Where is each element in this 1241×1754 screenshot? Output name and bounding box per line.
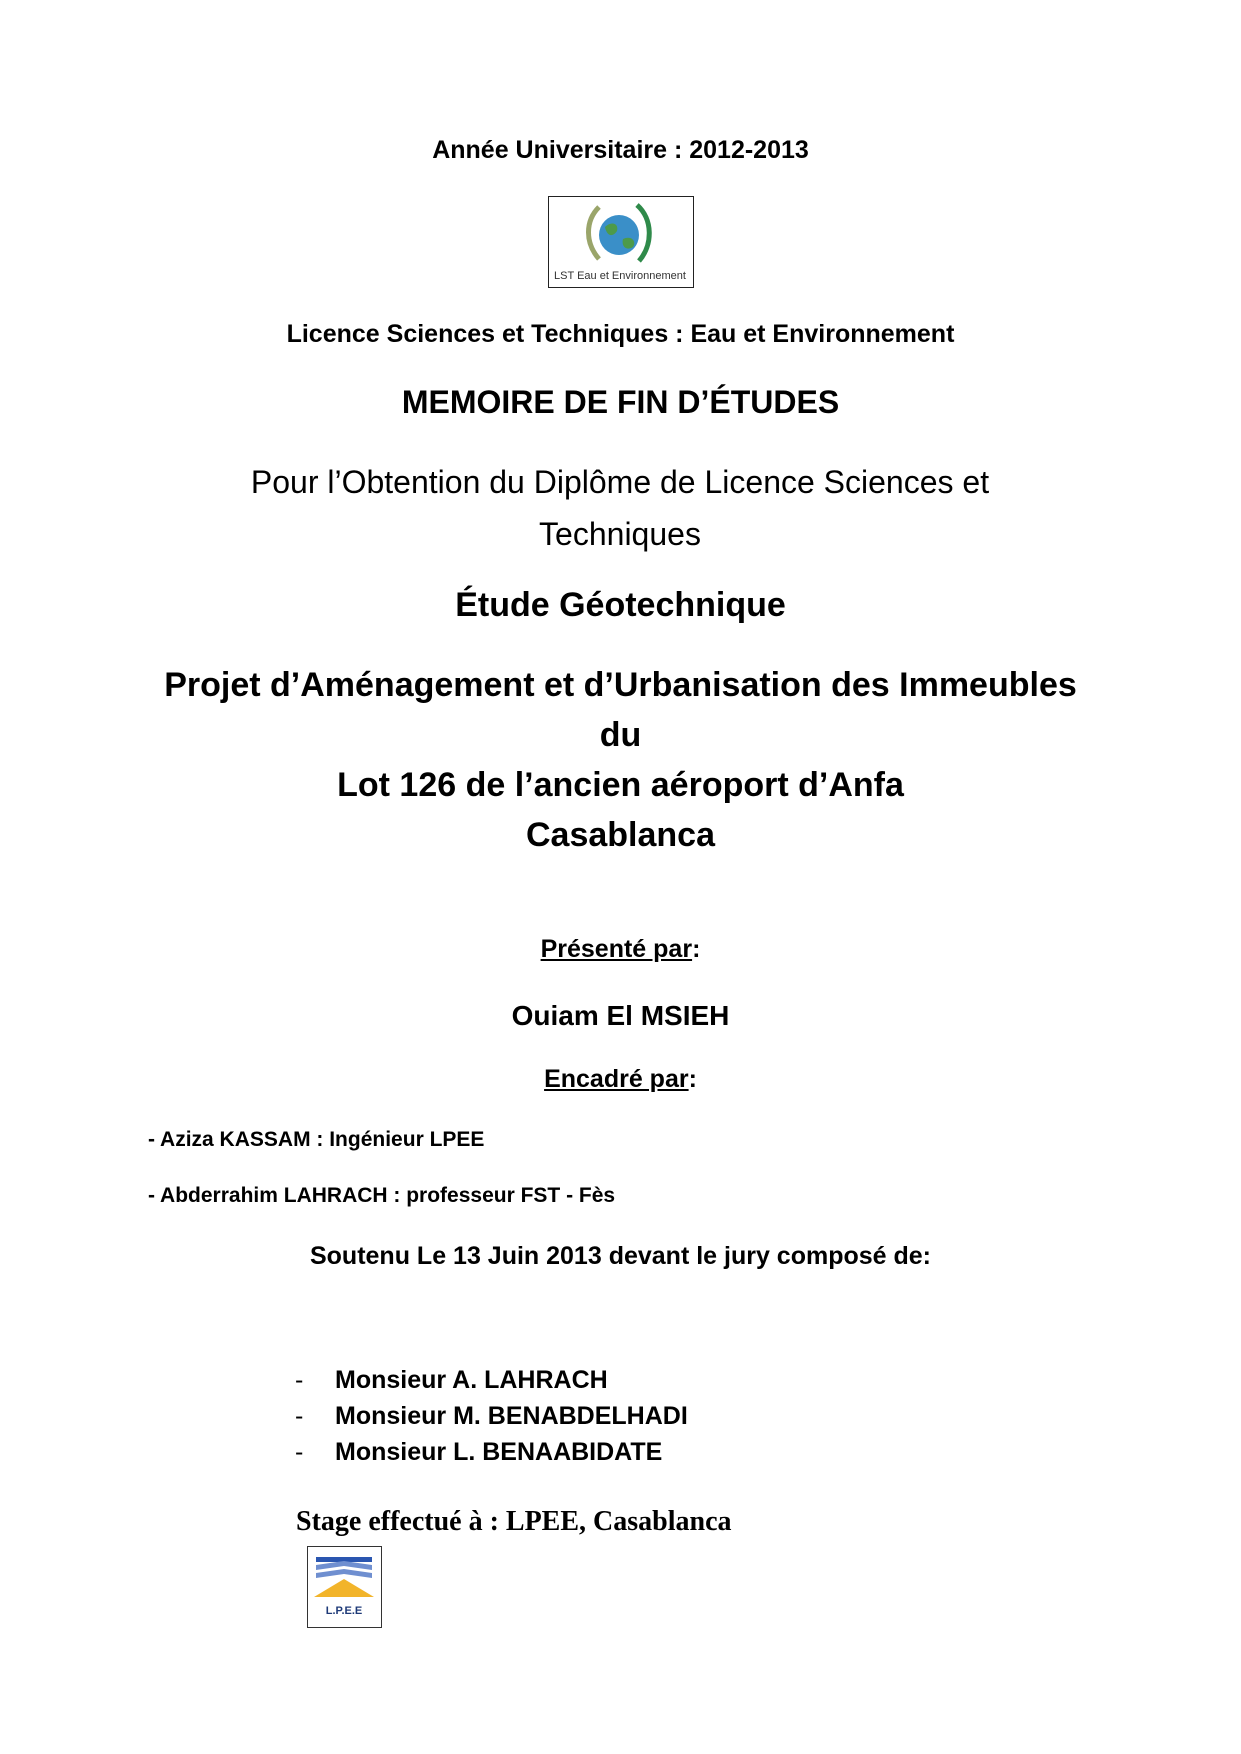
globe-icon (549, 197, 692, 286)
project-title-line: du (599, 716, 642, 754)
svg-text:L.P.E.E: L.P.E.E (325, 1605, 363, 1617)
defense-statement: Soutenu Le 13 Juin 2013 devant le jury composé de: (309, 1242, 932, 1270)
jury-member: - Monsieur M. BENABDELHADI (295, 1402, 688, 1430)
project-title-line: Projet d’Aménagement et d’Urbanisation des Immeubles (164, 666, 1077, 704)
purpose: Pour l’Obtention du Diplôme de Licence Sciences et Techniques (250, 464, 990, 552)
author-name: Ouiam El MSIEH (511, 1000, 730, 1031)
supervised-by-label: Encadré par: (544, 1065, 697, 1093)
svg-text:LST Eau et Environnement: LST Eau et Environnement (554, 270, 686, 282)
subject: Étude Géotechnique (455, 586, 786, 624)
lpee-logo (307, 1546, 382, 1628)
lpee-building-icon (308, 1547, 380, 1626)
supervisor-item: - Aziza KASSAM : Ingénieur LPEE (148, 1128, 485, 1151)
project-title (0, 660, 1241, 860)
jury-member: - Monsieur A. LAHRACH (295, 1366, 608, 1394)
academic-year: Année Universitaire : 2012-2013 (432, 136, 809, 164)
project-title-line: Casablanca (526, 816, 715, 854)
supervisor-item: - Abderrahim LAHRACH : professeur FST - Fès (148, 1184, 616, 1207)
program-title: Licence Sciences et Techniques : Eau et Environnement (286, 320, 955, 348)
document-type: MEMOIRE DE FIN D’ÉTUDES (401, 384, 840, 420)
project-title-line: Lot 126 de l’ancien aéroport d’Anfa (337, 766, 904, 804)
presented-by-label: Présenté par: (540, 935, 701, 963)
lst-logo (548, 196, 694, 288)
internship-location: Stage effectué à : LPEE, Casablanca (296, 1506, 732, 1537)
jury-member: - Monsieur L. BENAABIDATE (295, 1438, 663, 1466)
